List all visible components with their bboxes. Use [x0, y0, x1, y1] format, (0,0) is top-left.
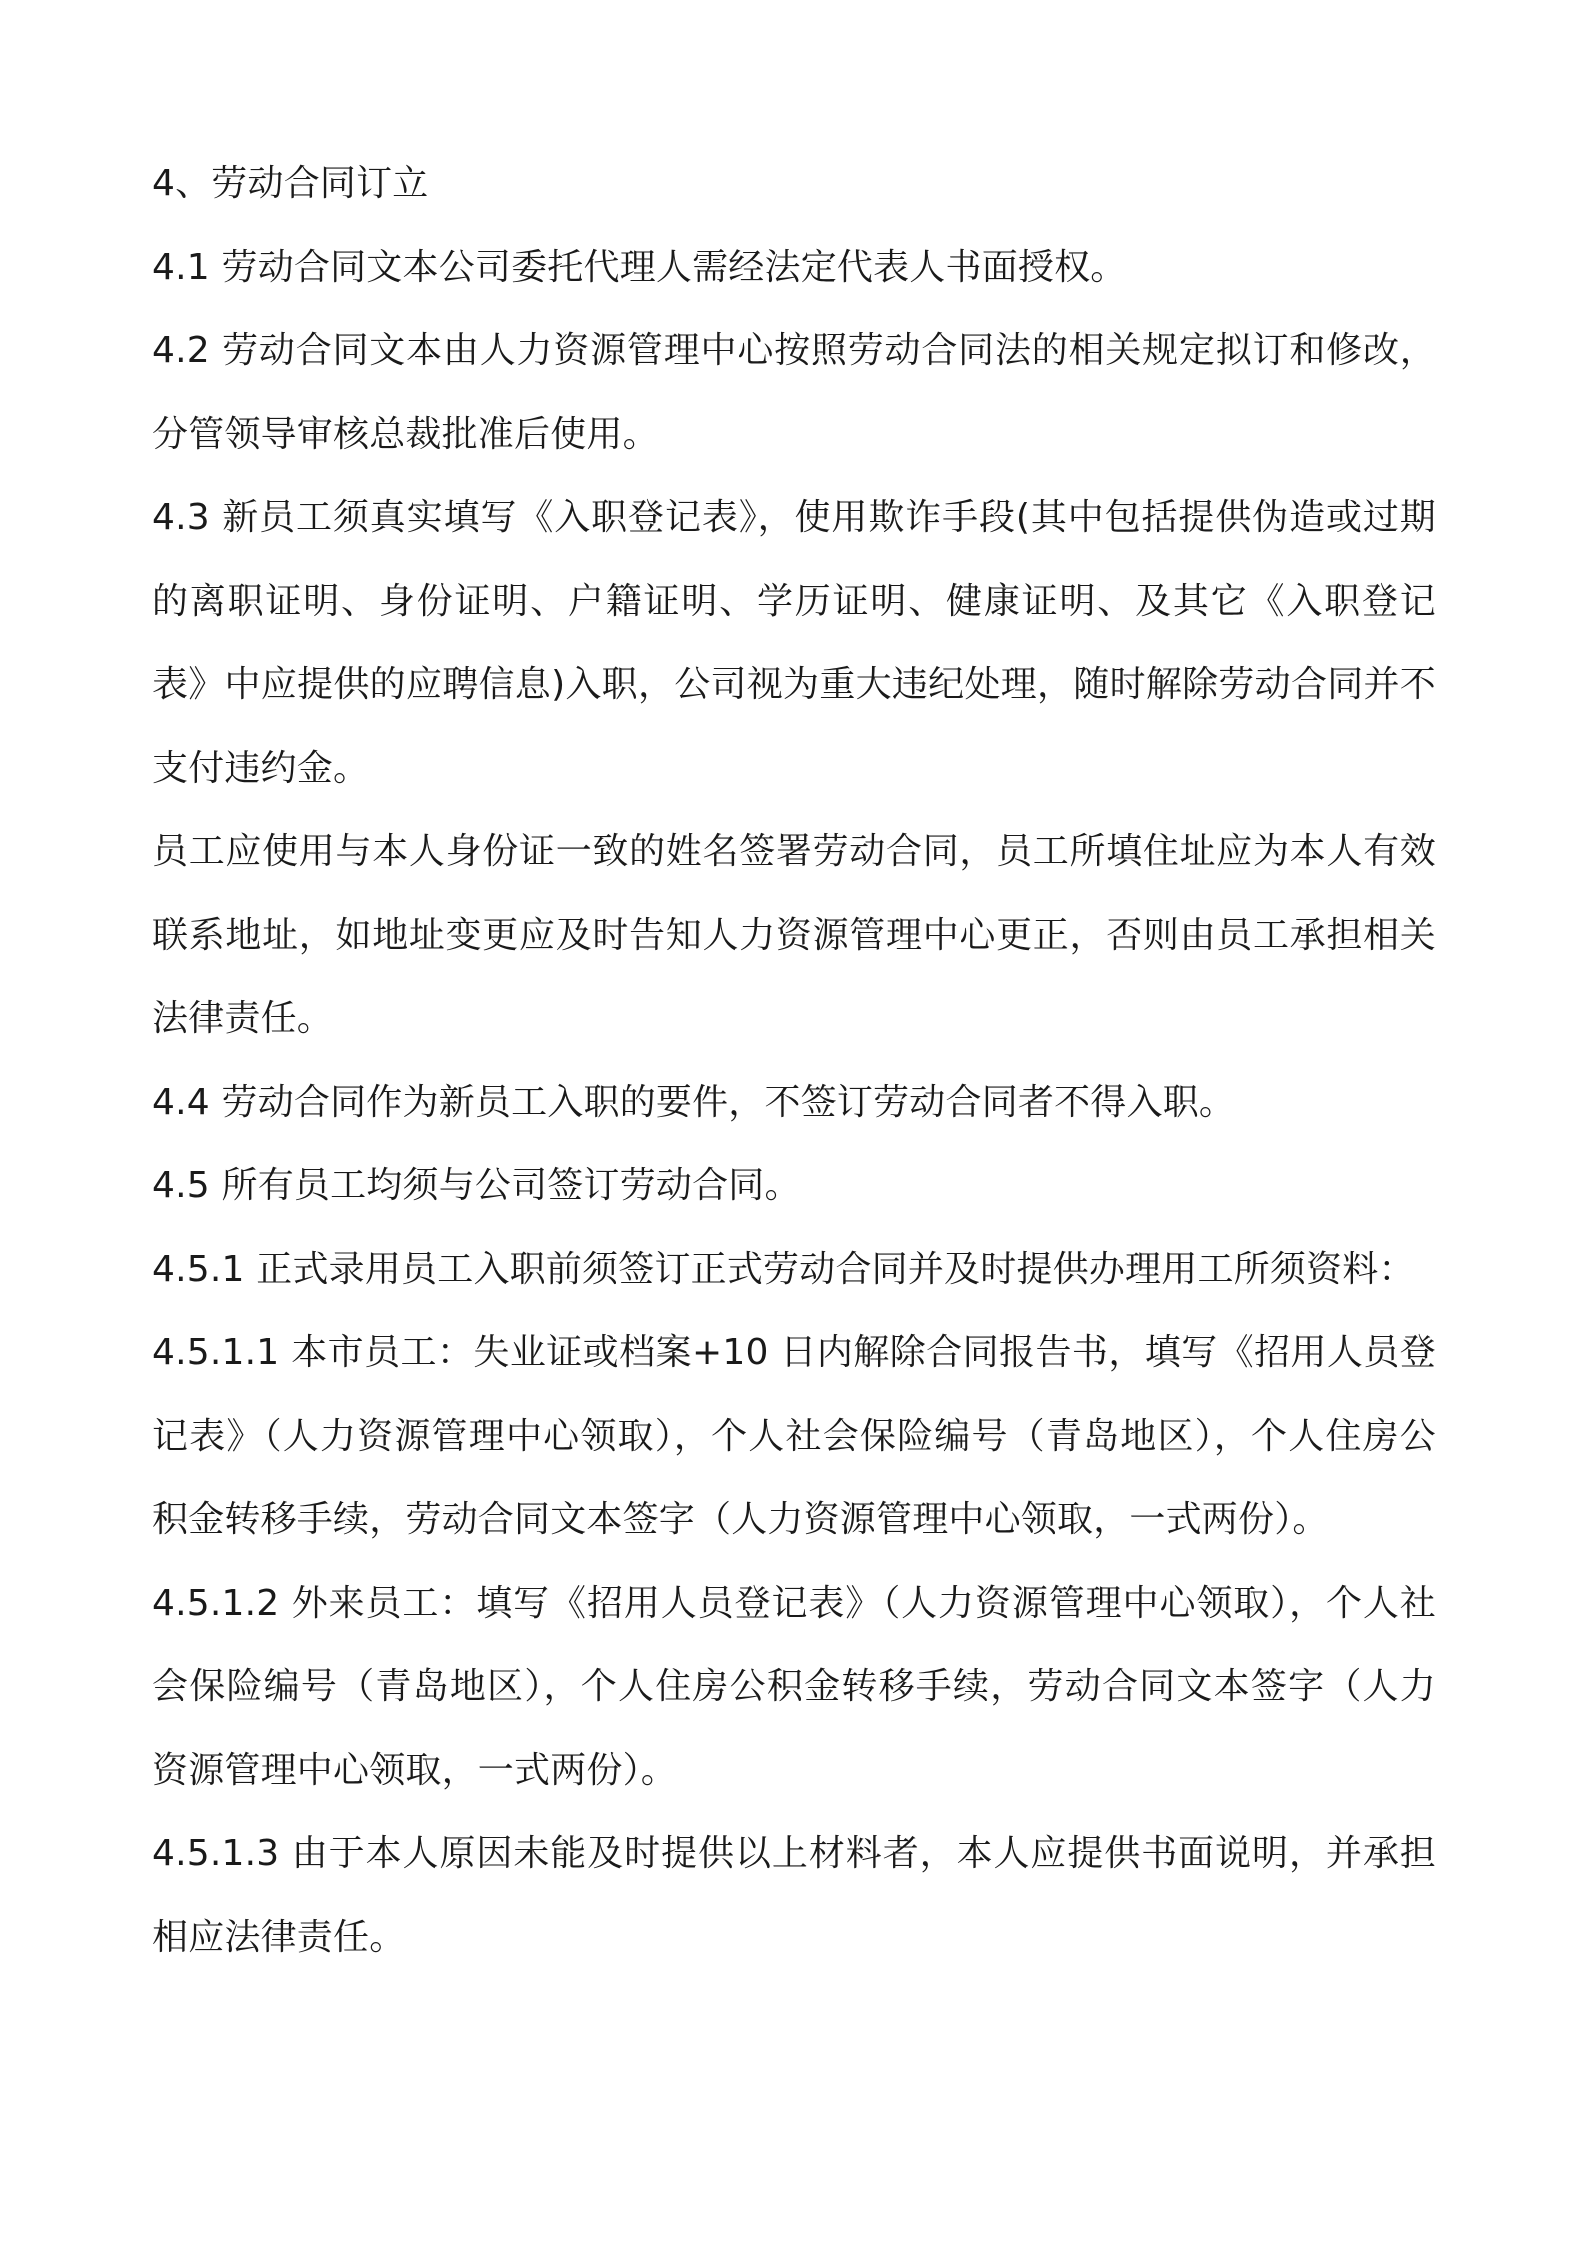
- paragraph-4-5-1-3: 4.5.1.3 由于本人原因未能及时提供以上材料者，本人应提供书面说明，并承担相应法律责任。: [152, 1833, 1436, 1958]
- paragraph-4-2: 4.2 劳动合同文本由人力资源管理中心按照劳动合同法的相关规定拟订和修改，分管领导审核总裁批准后使用。: [152, 330, 1436, 455]
- paragraph-4-5: 4.5 所有员工均须与公司签订劳动合同。: [152, 1165, 801, 1206]
- paragraph-4-1: 4.1 劳动合同文本公司委托代理人需经法定代表人书面授权。: [152, 246, 1127, 288]
- paragraph-4-5-1-2: 4.5.1.2 外来员工：填写《招用人员登记表》（人力资源管理中心领取），个人社会保险编号（青岛地区），个人住房公积金转移手续，劳动合同文本签字（人力资源管理中心领取，一式两份）。: [152, 1582, 1436, 1791]
- paragraph-4-5-1-1: 4.5.1.1 本市员工：失业证或档案+10 日内解除合同报告书，填写《招用人员登记表》（人力资源管理中心领取），个人社会保险编号（青岛地区），个人住房公积金转移手续，劳动合同文本签字（人力资源管理中心领取，一式两份）。: [152, 1332, 1436, 1540]
- paragraph-4-5-1: 4.5.1 正式录用员工入职前须签订正式劳动合同并及时提供办理用工所须资料：: [152, 1248, 1415, 1290]
- paragraph-4-3-note: 员工应使用与本人身份证一致的姓名签署劳动合同，员工所填住址应为本人有效联系地址，如地址变更应及时告知人力资源管理中心更正，否则由员工承担相关法律责任。: [152, 831, 1436, 1039]
- section-heading-4: 4、劳动合同订立: [152, 163, 429, 204]
- paragraph-4-4: 4.4 劳动合同作为新员工入职的要件，不签订劳动合同者不得入职。: [152, 1081, 1236, 1123]
- paragraph-4-3: 4.3 新员工须真实填写《入职登记表》，使用欺诈手段(其中包括提供伪造或过期的离职证明、身份证明、户籍证明、学历证明、健康证明、及其它《入职登记表》中应提供的应聘信息)入职，公司视为重大违纪处理，随时解除劳动合同并不支付违约金。: [152, 497, 1436, 789]
